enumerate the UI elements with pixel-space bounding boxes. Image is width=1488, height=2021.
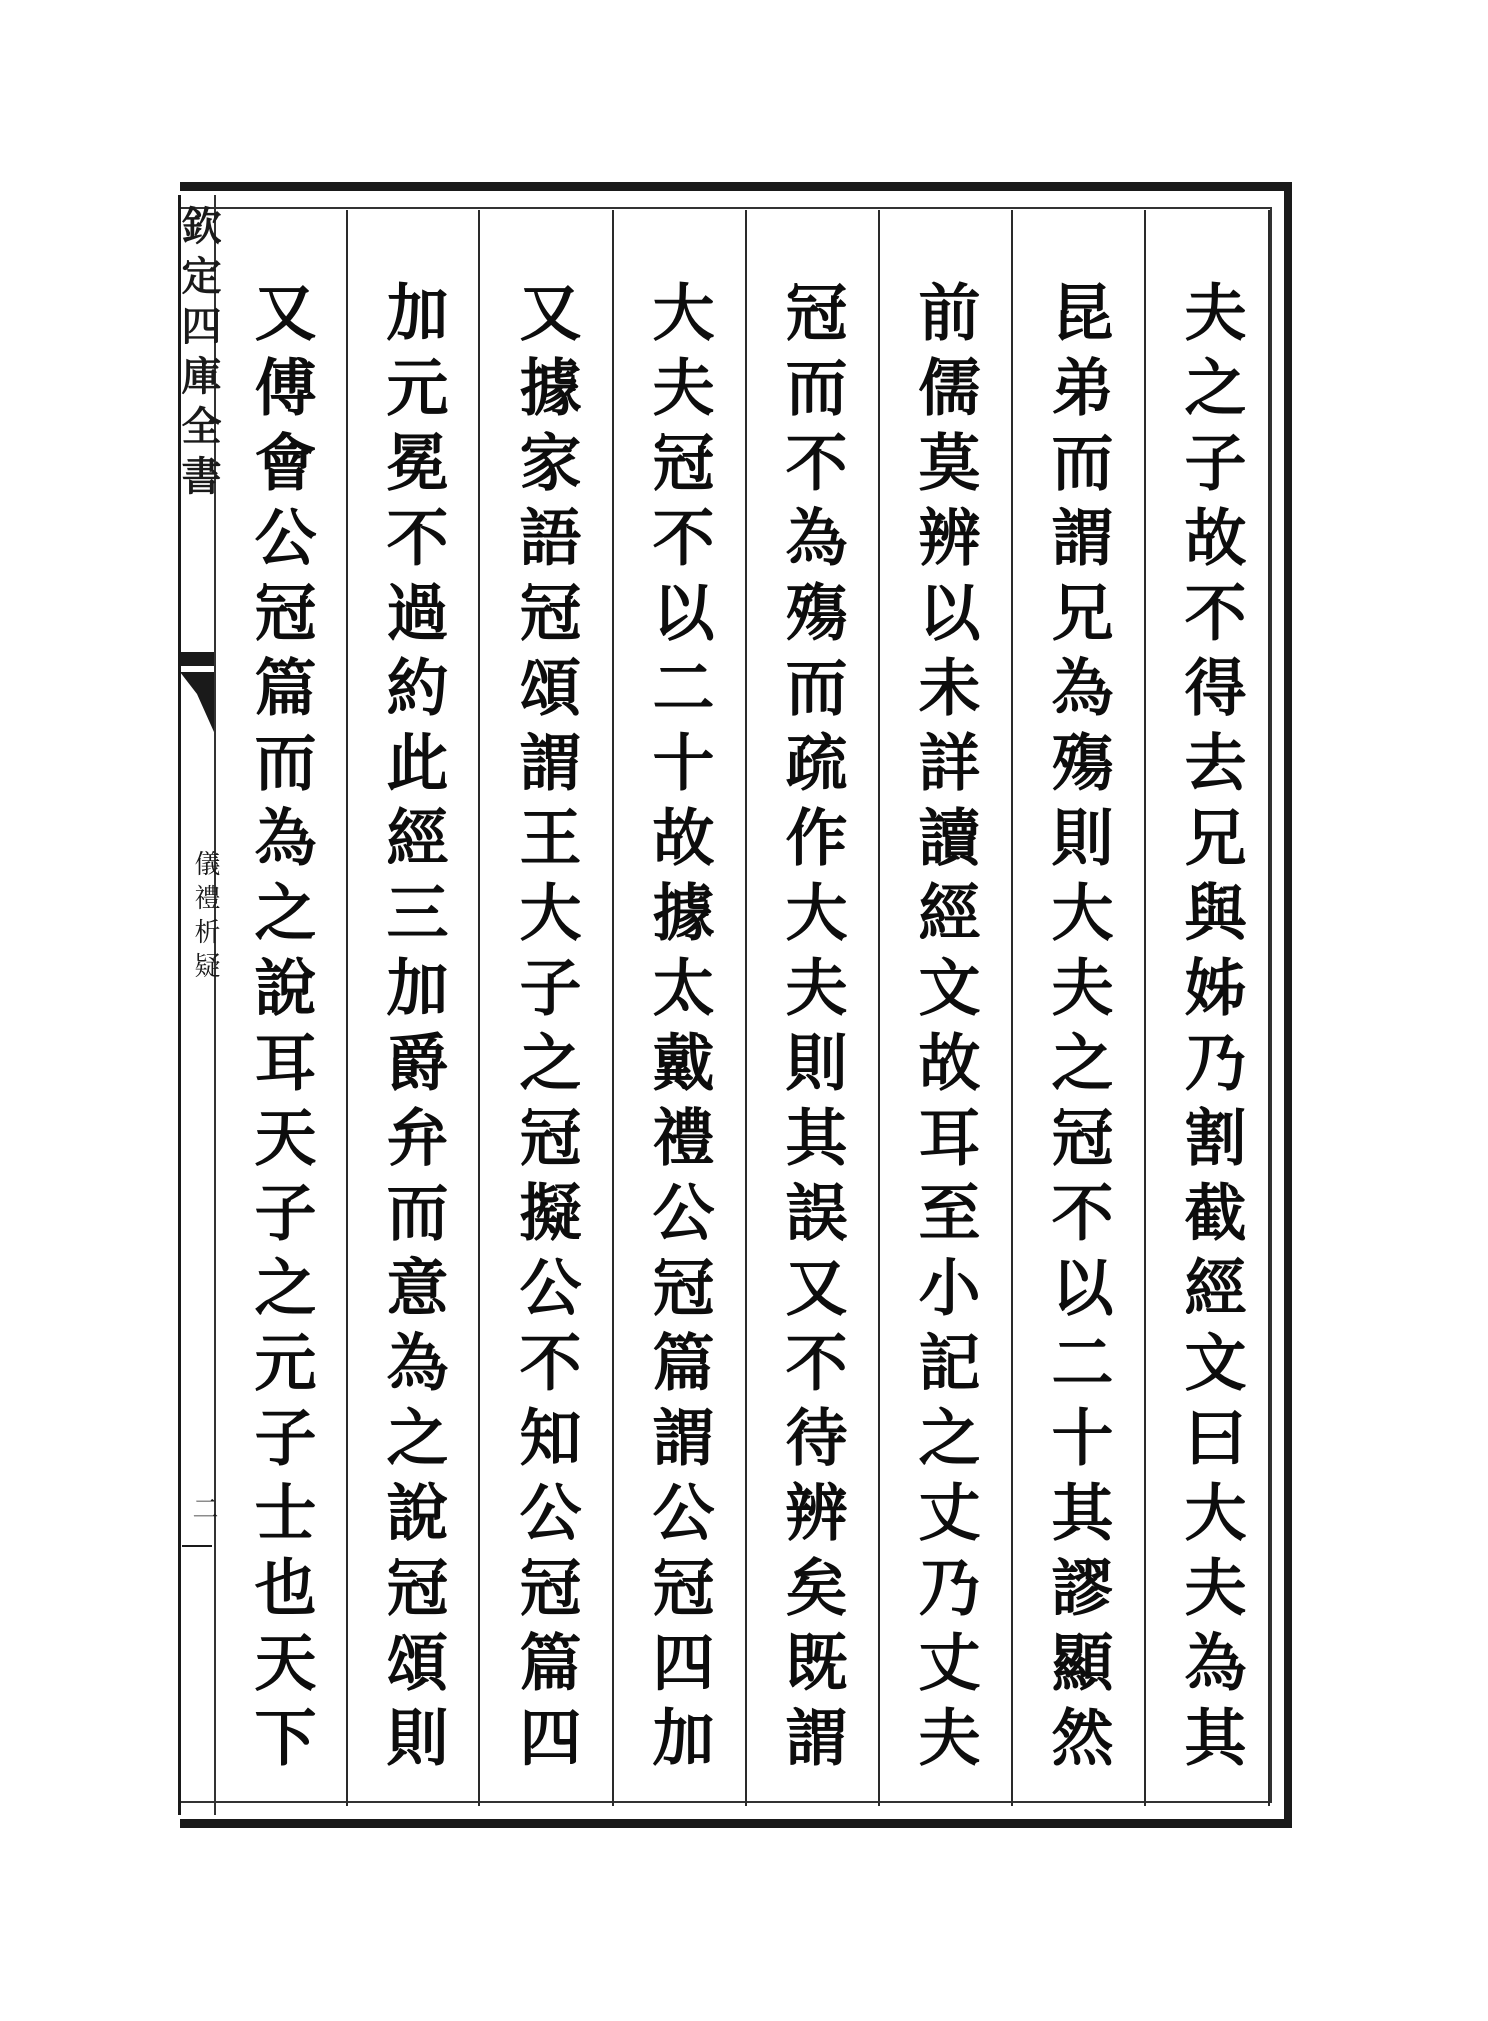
column-rule — [1011, 210, 1013, 1806]
column-rule — [346, 210, 348, 1806]
text-column-1 — [1158, 280, 1262, 1800]
column-rule — [1144, 210, 1146, 1806]
column-rule — [1268, 210, 1270, 1806]
column-text: 大夫冠不以二十故據太戴禮公冠篇謂公冠四加 — [642, 280, 715, 1780]
text-column-6 — [493, 280, 597, 1800]
column-text: 前儒莫辨以未詳讀經文故耳至小記之丈乃丈夫 — [908, 280, 981, 1780]
column-text: 又傅會公冠篇而為之說耳天子之元子士也天下 — [244, 280, 317, 1780]
margin-page-rule — [182, 1545, 212, 1547]
column-rule — [878, 210, 880, 1806]
text-column-2 — [1025, 280, 1129, 1800]
column-text: 又據家語冠頌謂王大子之冠擬公不知公冠篇四 — [509, 280, 582, 1780]
margin-page-number: 二 — [188, 1495, 218, 1521]
text-column-3 — [892, 280, 996, 1800]
text-column-5 — [626, 280, 730, 1800]
margin-chapter-title: 儀禮析疑 — [190, 850, 220, 986]
column-rule — [745, 210, 747, 1806]
column-text: 夫之子故不得去兄與姊乃割截經文曰大夫為其 — [1174, 280, 1247, 1780]
margin-black-bar — [180, 652, 214, 666]
fishtail-mark-icon — [180, 672, 214, 732]
column-text: 加元冕不過約此經三加爵弁而意為之說冠頌則 — [376, 280, 449, 1780]
column-text: 昆弟而謂兄為殤則大夫之冠不以二十其謬顯然 — [1041, 280, 1114, 1780]
margin-book-title: 欽定四庫全書 — [175, 205, 222, 505]
text-column-7 — [360, 280, 464, 1800]
column-rule — [612, 210, 614, 1806]
text-column-4 — [759, 280, 863, 1800]
text-column-8 — [228, 280, 332, 1800]
column-text: 冠而不為殤而疏作大夫則其誤又不待辨矣既謂 — [775, 280, 848, 1780]
column-rule — [478, 210, 480, 1806]
